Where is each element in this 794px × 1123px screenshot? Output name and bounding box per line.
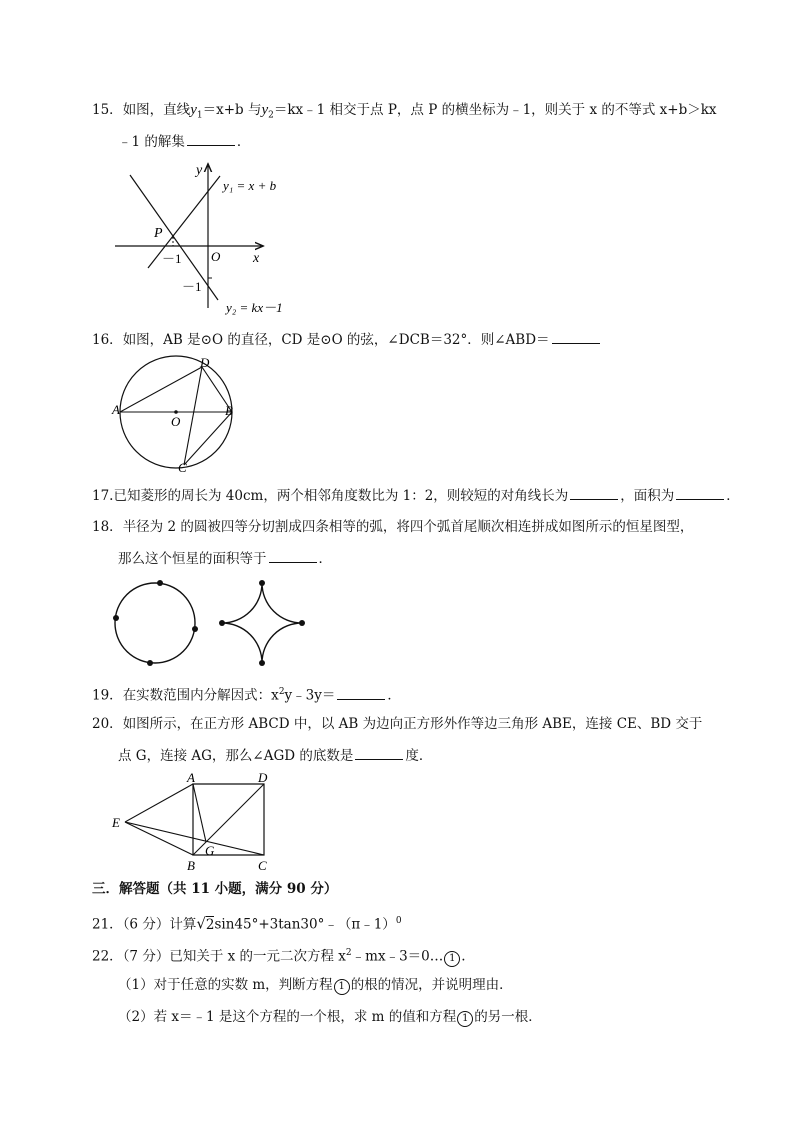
q18-number: 18． <box>92 519 123 535</box>
q20-label-e: E <box>112 815 120 830</box>
q20-label-c: C <box>258 858 267 873</box>
q19-answer-blank[interactable] <box>337 687 385 700</box>
q18-figure <box>112 580 312 670</box>
q22-part2 <box>118 1008 542 1027</box>
q15-line2 <box>118 133 250 151</box>
q19-text-a: 在实数范围内分解因式：x <box>122 687 279 704</box>
q20-label-d: D <box>258 770 268 785</box>
q16-text: 如图，AB 是⊙O 的直径，CD 是⊙O 的弦，∠DCB＝32°．则∠ABD＝ <box>122 332 550 348</box>
q17-text-a: 已知菱形的周长为 40cm，两个相邻角度数比为 1：2，则较短的对角线长为 <box>113 488 569 504</box>
q15-y2: y <box>261 102 269 118</box>
q15-origin-label: O <box>211 249 221 264</box>
q18-text-b: 那么这个恒星的面积等于 <box>118 551 267 567</box>
q22-number: 22． <box>92 948 123 965</box>
q18-circle <box>115 583 195 663</box>
q16-answer-blank[interactable] <box>552 331 600 344</box>
q22-part1 <box>118 976 513 995</box>
q16-figure <box>112 355 272 480</box>
q20-ag <box>193 784 206 842</box>
q18-star-dot-left <box>219 620 225 626</box>
q20-answer-blank[interactable] <box>355 747 403 760</box>
q15-answer-blank[interactable] <box>187 133 235 146</box>
q21-number: 21． <box>92 916 123 933</box>
q16-label-a: A <box>112 402 120 417</box>
section-3-title: 三．解答题（共 11 小题，满分 90 分） <box>92 881 338 897</box>
q16-chord-ad <box>120 367 202 412</box>
q15-line-y1 <box>148 176 220 268</box>
q22-part1-text-a: （1）对于任意的实数 m，判断方程 <box>118 977 333 993</box>
q22-text-a: （7 分）已知关于 x 的一元二次方程 x <box>122 948 346 965</box>
q15-figure <box>110 160 310 320</box>
q18-line1 <box>92 518 693 536</box>
q15-line1 <box>92 101 717 125</box>
q18-dot-left <box>113 615 119 621</box>
q17-line <box>92 487 740 505</box>
q21-sqrt-sign: √ <box>196 914 206 933</box>
q20-number: 20． <box>92 716 123 732</box>
q15-line1-label: y₁ = x + b <box>223 178 277 193</box>
q19-superscript: 2 <box>278 687 285 697</box>
q17-blank-diagonal[interactable] <box>570 487 618 500</box>
q15-neg1-x-label: －1 <box>162 251 182 266</box>
q22-part1-text-b: 的根的情况，并说明理由． <box>350 977 513 993</box>
q17-blank-area[interactable] <box>676 487 724 500</box>
q15-text-b: ＝x+b 与 <box>202 102 262 118</box>
q18-star-dot-right <box>299 620 305 626</box>
q20-label-g: G <box>205 843 215 858</box>
q22-part2-marker: 1 <box>457 1011 473 1027</box>
q15-y1: y <box>190 102 197 118</box>
q15-x-label: x <box>253 251 260 266</box>
q19-end: ． <box>387 687 401 704</box>
q22-superscript: 2 <box>345 948 352 958</box>
q21-superscript: 0 <box>395 916 402 926</box>
q20-text-c: 度． <box>405 748 433 764</box>
q20-eb <box>125 822 193 855</box>
q15-number: 15． <box>92 102 123 118</box>
q18-dot-bottom <box>147 660 153 666</box>
q20-figure <box>110 772 290 872</box>
q15-y1-sub: 1 <box>196 110 203 121</box>
q20-line2 <box>118 747 432 765</box>
q22-line <box>92 944 466 967</box>
q16-chord-cd <box>184 367 202 465</box>
q18-line2 <box>118 550 332 568</box>
q20-ec <box>125 822 264 855</box>
q16-label-o: O <box>171 414 181 429</box>
q20-bd <box>193 784 264 855</box>
q21-sqrt-radicand: 2 <box>205 916 215 933</box>
q16-line <box>92 331 602 349</box>
q22-text-b: ﹣mx﹣3＝0… <box>351 948 444 965</box>
q16-label-d: D <box>200 355 210 370</box>
q17-number: 17. <box>92 488 114 504</box>
q15-end: ． <box>236 134 251 150</box>
q15-text-c: ＝kx﹣1 相交于点 P，点 P 的横坐标为﹣1，则关于 x 的不等式 x+b＞kx <box>273 102 717 118</box>
q22-part1-marker: 1 <box>334 979 350 995</box>
q15-line-y2 <box>130 175 218 300</box>
q20-label-b: B <box>187 858 195 873</box>
q15-p-label: P <box>154 226 163 241</box>
q15-y-label: y <box>196 163 203 178</box>
q15-line2-label: y₂ = kx－1 <box>226 300 283 315</box>
q16-label-c: C <box>178 460 187 475</box>
q18-dot-top <box>157 580 163 586</box>
q20-label-a: A <box>187 770 195 785</box>
q19-line <box>92 683 401 705</box>
q21-text-b: sin45°+3tan30°﹣（π﹣1） <box>214 916 396 933</box>
q19-text-b: y﹣3y＝ <box>284 687 336 704</box>
q22-part2-text-b: 的另一根． <box>474 1009 542 1025</box>
q18-dot-right <box>192 626 198 632</box>
q19-number: 19． <box>92 687 123 704</box>
q22-end: . <box>461 948 466 965</box>
q20-ea <box>125 784 193 822</box>
q18-answer-blank[interactable] <box>269 550 317 563</box>
q17-end: ． <box>726 488 740 504</box>
q18-star-dot-bottom <box>259 660 265 666</box>
q22-part2-text-a: （2）若 x＝﹣1 是这个方程的一个根，求 m 的值和方程 <box>118 1009 457 1025</box>
q15-text-a: 如图，直线 <box>122 102 191 118</box>
q21-text-a: （6 分）计算 <box>122 916 197 933</box>
q18-text-a: 半径为 2 的圆被四等分切割成四条相等的弧，将四个弧首尾顺次相连拼成如图所示的恒星图型， <box>122 519 694 535</box>
q20-line1 <box>92 715 702 733</box>
q15-neg1-y-label: －1 <box>182 279 202 294</box>
q16-number: 16． <box>92 332 123 348</box>
q15-y2-sub: 2 <box>268 110 274 121</box>
q18-star-dot-top <box>259 580 265 586</box>
q22-equation-marker: 1 <box>444 951 460 967</box>
q16-label-b: B <box>225 403 233 418</box>
q20-text-a: 如图所示，在正方形 ABCD 中，以 AB 为边向正方形外作等边三角形 ABE，连接 CE、BD 交于 <box>122 716 703 732</box>
q15-continuation: ﹣1 的解集 <box>118 134 185 150</box>
q17-text-b: ，面积为 <box>620 488 675 504</box>
q18-star-shape <box>222 583 302 663</box>
q18-end: ． <box>318 551 332 567</box>
q21-line <box>92 912 402 934</box>
q20-text-b: 点 G，连接 AG，那么∠AGD 的底数是 <box>118 748 354 764</box>
